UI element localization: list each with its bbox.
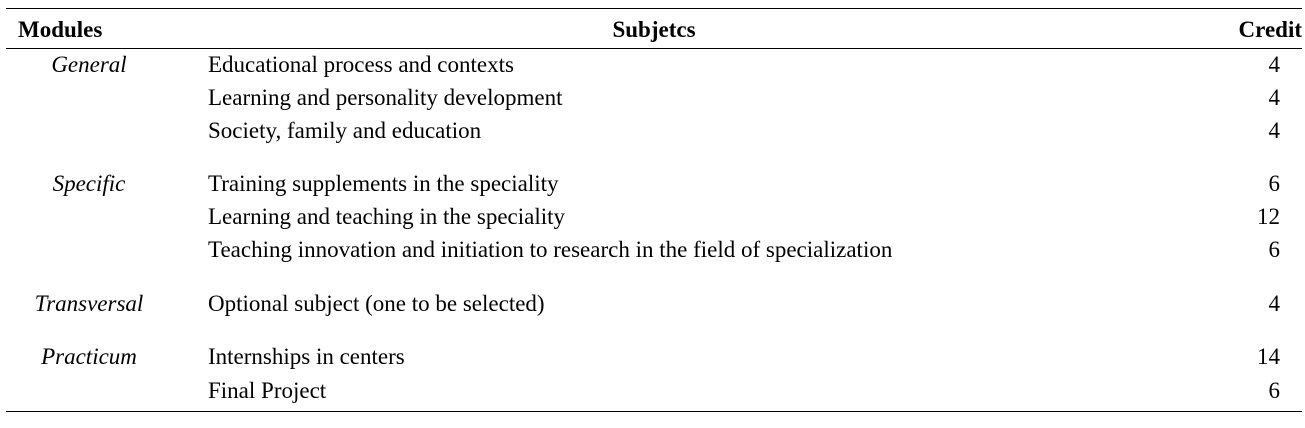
header-subjects: Subjetcs: [612, 17, 696, 42]
credit-cell: 12: [1257, 204, 1280, 229]
credit-cell: 6: [1268, 171, 1280, 196]
subject-cell: Optional subject (one to be selected): [208, 291, 545, 316]
credit-cell: 4: [1268, 291, 1280, 316]
module-cell: Transversal: [34, 291, 144, 316]
module-cell: Specific: [52, 171, 126, 196]
subject-cell: Learning and personality development: [208, 85, 563, 110]
credit-cell: 4: [1268, 52, 1280, 77]
credit-cell: 6: [1268, 237, 1280, 262]
header-modules: Modules: [18, 17, 103, 42]
table-row: [6, 289, 1302, 319]
table-row: [6, 83, 1302, 113]
table-row: [6, 116, 1302, 146]
subject-cell: Learning and teaching in the speciality: [208, 204, 566, 229]
subject-cell: Teaching innovation and initiation to research in the field of specialization: [208, 237, 893, 262]
credit-cell: 4: [1268, 85, 1280, 110]
subject-cell: Internships in centers: [208, 344, 405, 369]
table-row: [6, 50, 1302, 80]
table-row: [6, 202, 1302, 232]
table-row: [6, 169, 1302, 199]
table-bottom-rule: [6, 411, 1302, 412]
subject-cell: Society, family and education: [208, 118, 482, 143]
credit-cell: 4: [1268, 118, 1280, 143]
subject-cell: Educational process and contexts: [208, 52, 514, 77]
table-row: [6, 342, 1302, 372]
credit-cell: 14: [1257, 344, 1280, 369]
module-cell: General: [51, 52, 127, 77]
table-row: [6, 376, 1302, 406]
credit-cell: 6: [1268, 378, 1280, 403]
header-credit: Credit: [1238, 17, 1302, 42]
module-cell: Practicum: [41, 344, 137, 369]
subject-cell: Final Project: [208, 378, 327, 403]
subject-cell: Training supplements in the speciality: [208, 171, 559, 196]
table-header-rule: [6, 48, 1302, 49]
table-row: [6, 235, 1302, 265]
table-top-rule: [6, 8, 1302, 9]
